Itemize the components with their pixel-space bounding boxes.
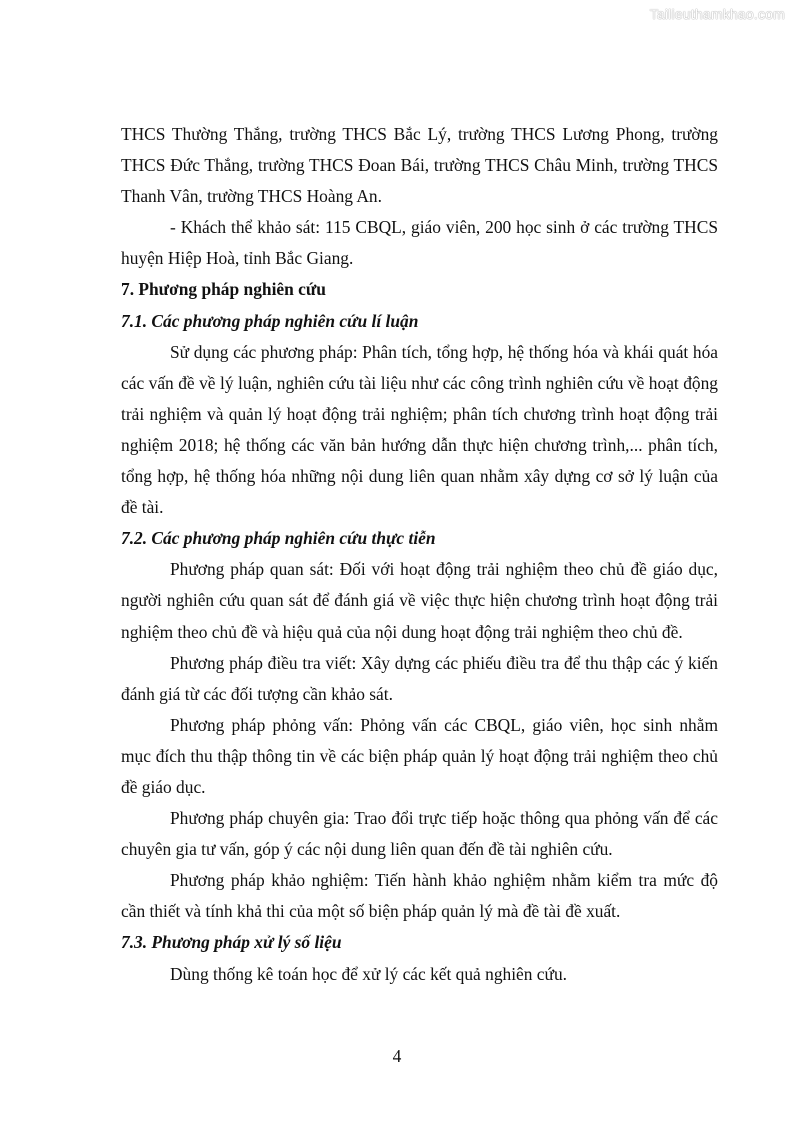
paragraph-interview-method: Phương pháp phỏng vấn: Phỏng vấn các CBQL, giáo viên, học sinh nhằm mục đích thu thập thông tin về các biện pháp quản lý hoạt động trải nghiệm theo chủ đề giáo dục. — [121, 714, 718, 797]
document-body — [121, 119, 718, 990]
paragraph-observation-method: Phương pháp quan sát: Đối với hoạt động trải nghiệm theo chủ đề giáo dục, người nghiên cứu quan sát để đánh giá về việc thực hiện chương trình hoạt động trải nghiệm theo chủ đề và hiệu quả của nội dung hoạt động trải nghiệm theo chủ đề. — [121, 559, 718, 642]
section-heading-7: 7. Phương pháp nghiên cứu — [121, 279, 326, 300]
paragraph-school-list: THCS Thường Thắng, trường THCS Bắc Lý, trường THCS Lương Phong, trường THCS Đức Thắng, trường THCS Đoan Bái, trường THCS Châu Minh, trường THCS Thanh Vân, trường THCS Hoàng An. — [121, 124, 718, 207]
paragraph-survey-subjects: - Khách thể khảo sát: 115 CBQL, giáo viên, 200 học sinh ở các trường THCS huyện Hiệp Hoà, tỉnh Bắc Giang. — [121, 217, 718, 269]
page-number: 4 — [392, 1046, 402, 1066]
paragraph-theory-methods: Sử dụng các phương pháp: Phân tích, tổng hợp, hệ thống hóa và khái quát hóa các vấn đề về lý luận, nghiên cứu tài liệu như các công trình nghiên cứu về hoạt động trải nghiệm và quản lý hoạt động trải nghiệm; phân tích chương trình hoạt động trải nghiệm 2018; hệ thống các văn bản hướng dẫn thực hiện chương trình,... phân tích, tổng hợp, hệ thống hóa những nội dung liên quan nhằm xây dựng cơ sở lý luận của đề tài. — [121, 341, 718, 518]
subsection-heading-7-3: 7.3. Phương pháp xử lý số liệu — [121, 932, 342, 953]
subsection-heading-7-2: 7.2. Các phương pháp nghiên cứu thực tiễn — [121, 528, 436, 549]
watermark: Tailieuthamkhao.com — [649, 6, 785, 22]
subsection-heading-7-1: 7.1. Các phương pháp nghiên cứu lí luận — [121, 310, 419, 331]
paragraph-survey-method: Phương pháp điều tra viết: Xây dựng các phiếu điều tra để thu thập các ý kiến đánh giá từ các đối tượng cần khảo sát. — [121, 652, 718, 704]
paragraph-testing-method: Phương pháp khảo nghiệm: Tiến hành khảo nghiệm nhằm kiểm tra mức độ cần thiết và tính khả thi của một số biện pháp quản lý mà đề tài đề xuất. — [121, 870, 718, 922]
paragraph-expert-method: Phương pháp chuyên gia: Trao đổi trực tiếp hoặc thông qua phỏng vấn để các chuyên gia tư vấn, góp ý các nội dung liên quan đến đề tài nghiên cứu. — [121, 808, 718, 860]
paragraph-statistics-method: Dùng thống kê toán học để xử lý các kết quả nghiên cứu. — [170, 963, 567, 984]
